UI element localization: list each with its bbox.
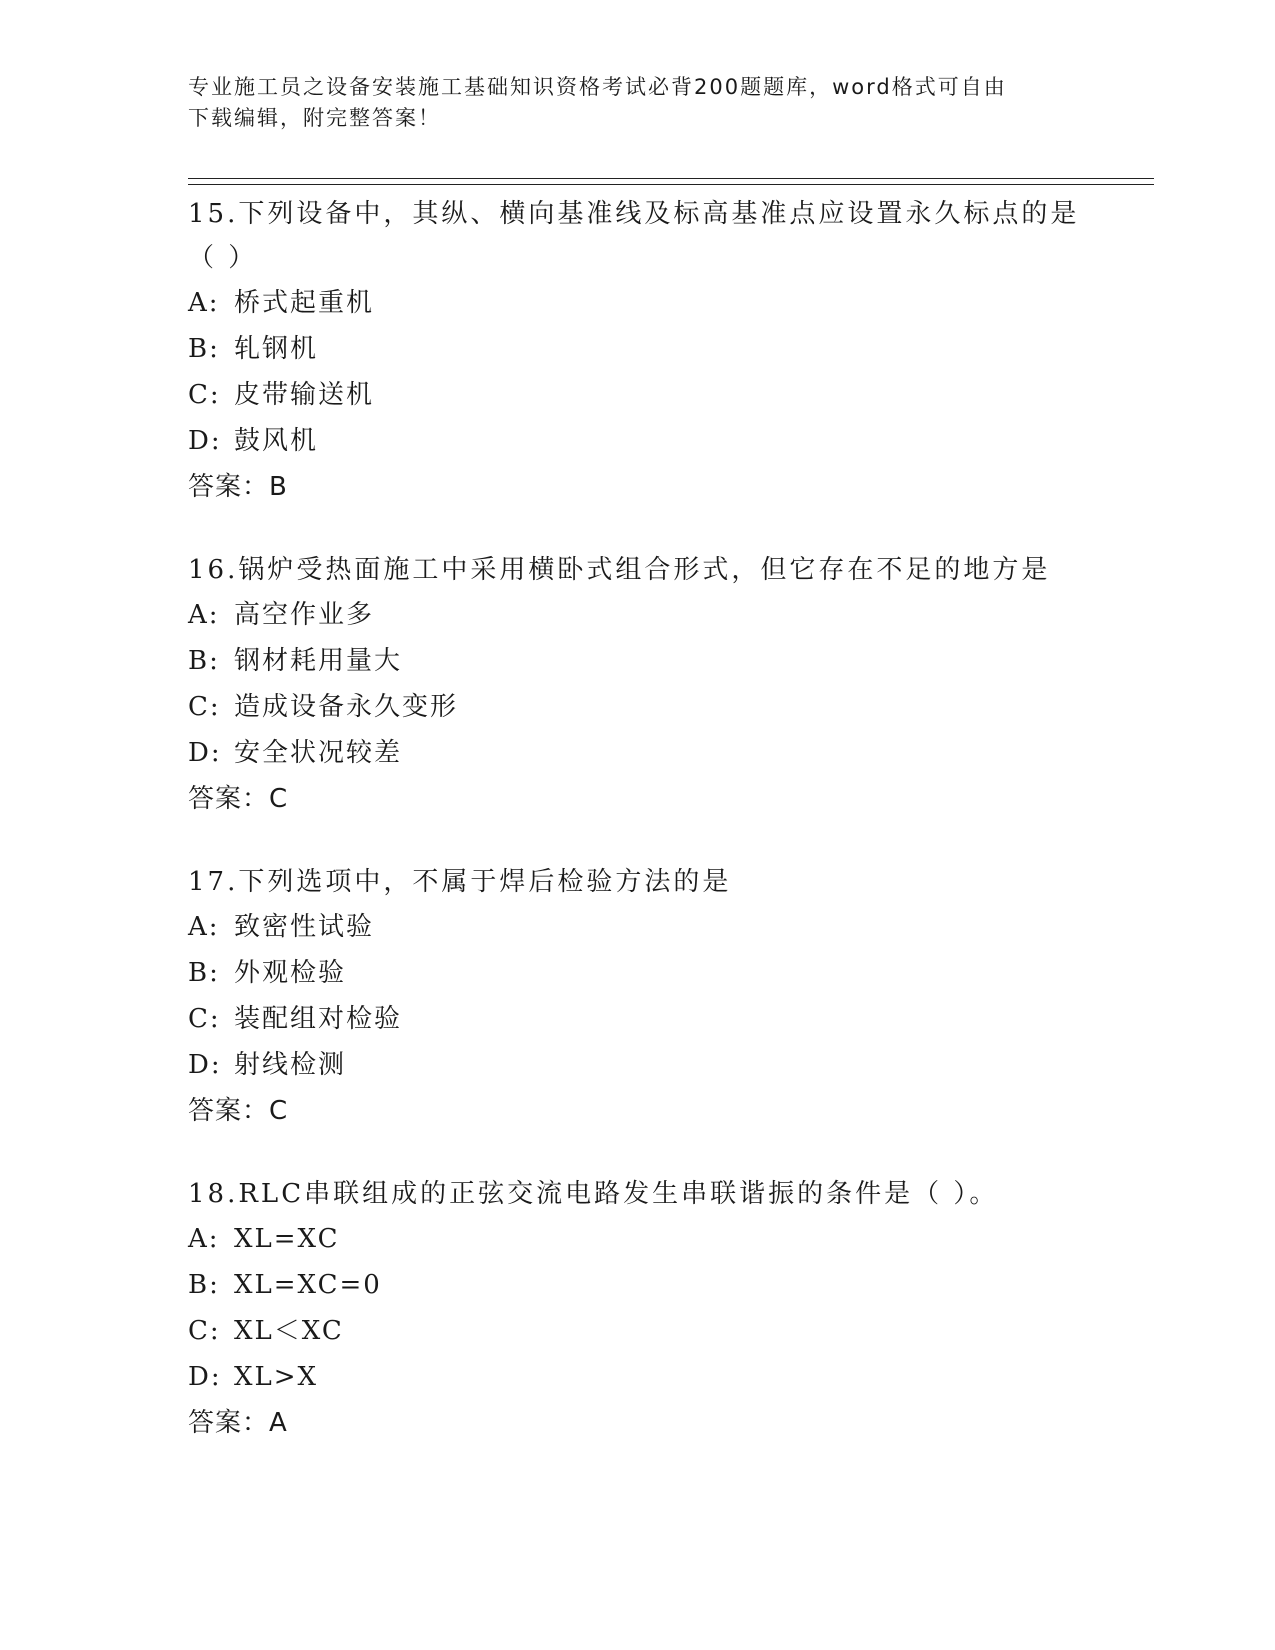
option-text: 鼓风机 (234, 426, 319, 456)
document-header (188, 72, 1088, 134)
question-text (188, 860, 1154, 904)
option-b (188, 638, 1154, 684)
question-stem: 下列设备中，其纵、横向基准线及标高基准点应设置永久标点的是 (238, 199, 1080, 229)
option-a (188, 1216, 1154, 1262)
question-stem: 锅炉受热面施工中采用横卧式组合形式，但它存在不足的地方是 (238, 555, 1051, 585)
question-17 (188, 860, 1154, 1134)
question-stem: RLC串联组成的正弦交流电路发生串联谐振的条件是（ ）。 (238, 1179, 999, 1209)
option-letter: A: (188, 600, 220, 630)
option-text: XL＜XC (234, 1316, 344, 1346)
header-line-2: 下载编辑，附完整答案！ (188, 106, 441, 130)
header-divider-bottom (188, 184, 1154, 185)
option-letter: C: (188, 1004, 221, 1034)
option-letter: B: (188, 646, 220, 676)
question-text (188, 1172, 1154, 1216)
option-letter: A: (188, 288, 220, 318)
option-a (188, 280, 1154, 326)
option-c (188, 1308, 1154, 1354)
question-18 (188, 1172, 1154, 1446)
option-text: 射线检测 (234, 1050, 347, 1080)
option-text: 轧钢机 (234, 334, 319, 364)
option-text: 致密性试验 (234, 912, 375, 942)
option-letter: C: (188, 380, 221, 410)
answer-line: 答案：C (188, 1096, 289, 1126)
option-letter: B: (188, 334, 220, 364)
question-stem-continued: （ ） (188, 243, 258, 273)
question-number: 17. (188, 867, 239, 897)
question-text (188, 192, 1154, 236)
question-text (188, 548, 1154, 592)
option-letter: B: (188, 958, 220, 988)
option-letter: C: (188, 1316, 221, 1346)
option-letter: D: (188, 426, 222, 456)
answer-line: 答案：A (188, 1408, 288, 1438)
question-list (188, 192, 1154, 1484)
option-c (188, 372, 1154, 418)
option-text: XL=XC (234, 1224, 340, 1254)
option-c (188, 684, 1154, 730)
option-a (188, 904, 1154, 950)
option-a (188, 592, 1154, 638)
option-letter: D: (188, 1050, 222, 1080)
option-text: 高空作业多 (234, 600, 375, 630)
option-b (188, 1262, 1154, 1308)
option-d (188, 1042, 1154, 1088)
question-number: 15. (188, 199, 239, 229)
option-text: 钢材耗用量大 (234, 646, 403, 676)
question-number: 16. (188, 555, 239, 585)
option-b (188, 326, 1154, 372)
header-line-1: 专业施工员之设备安装施工基础知识资格考试必背200题题库，word格式可自由 (188, 75, 1007, 99)
question-number: 18. (188, 1179, 239, 1209)
option-text: 桥式起重机 (234, 288, 375, 318)
answer-line: 答案：C (188, 784, 289, 814)
option-c (188, 996, 1154, 1042)
option-text: 外观检验 (234, 958, 347, 988)
option-letter: A: (188, 912, 220, 942)
option-text: 安全状况较差 (234, 738, 403, 768)
option-text: XL>X (234, 1362, 319, 1392)
option-d (188, 418, 1154, 464)
answer-line: 答案：B (188, 472, 288, 502)
option-text: 造成设备永久变形 (234, 692, 459, 722)
option-text: 皮带输送机 (234, 380, 375, 410)
option-text: XL=XC=0 (234, 1270, 382, 1300)
option-text: 装配组对检验 (234, 1004, 403, 1034)
option-letter: B: (188, 1270, 220, 1300)
option-letter: C: (188, 692, 221, 722)
option-b (188, 950, 1154, 996)
option-letter: D: (188, 738, 222, 768)
question-16 (188, 548, 1154, 822)
option-letter: A: (188, 1224, 220, 1254)
option-d (188, 730, 1154, 776)
question-stem: 下列选项中，不属于焊后检验方法的是 (238, 867, 732, 897)
question-15 (188, 192, 1154, 510)
option-d (188, 1354, 1154, 1400)
option-letter: D: (188, 1362, 222, 1392)
header-divider-top (188, 178, 1154, 179)
